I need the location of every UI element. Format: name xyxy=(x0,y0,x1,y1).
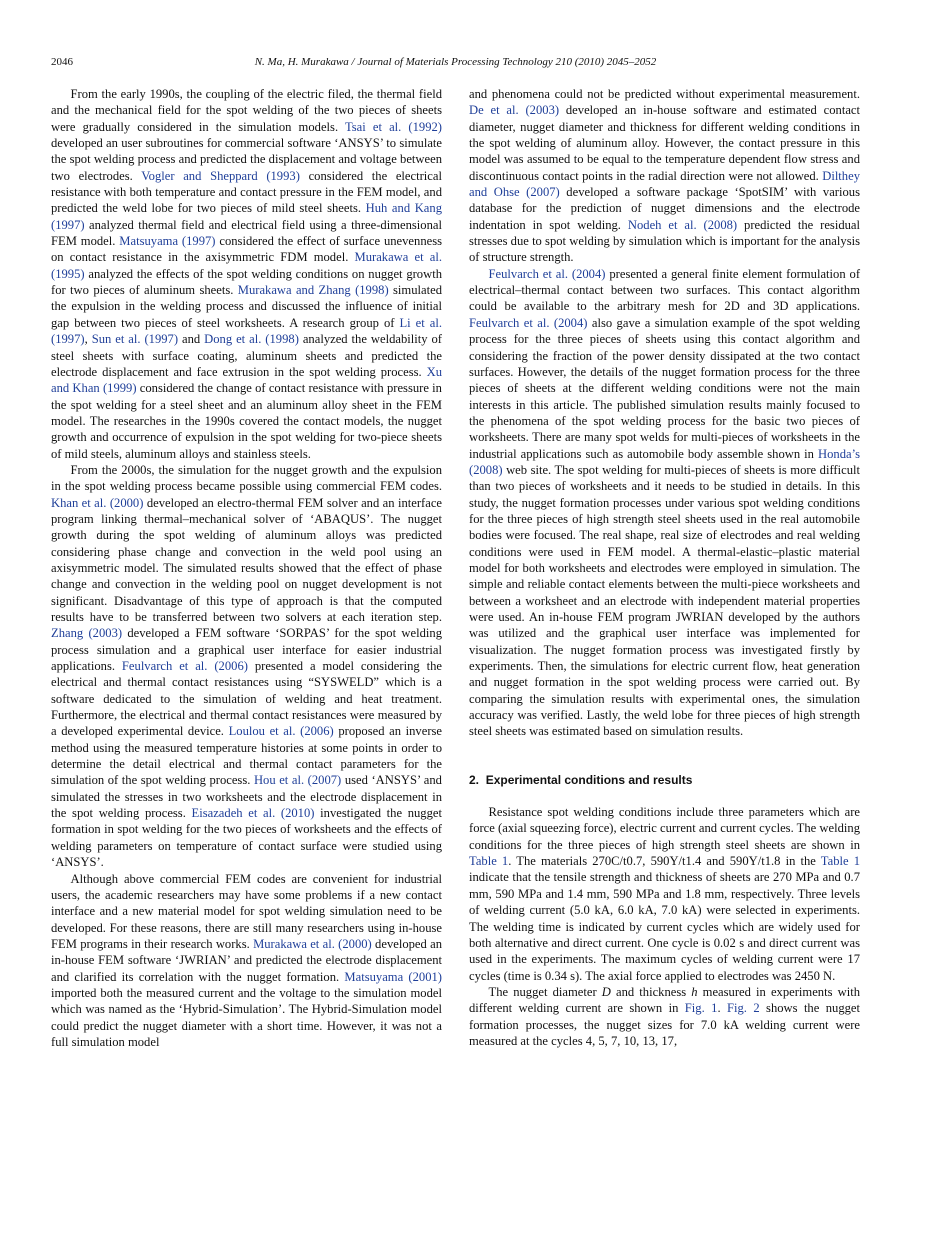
paragraph: Feulvarch et al. (2004) presented a general finite element formulation of electrical–thermal contact between two surfaces. This contact algorithm could be available to the arbitrary mesh for 2D and 3D applications. Feulvarch et al. (2004) also gave a simulation example of the spot welding process for the three pieces of sheets using this contact algorithm and considering the fraction of the power density dissipated at the two contact surfaces. However, the details of the nugget formation process for the three pieces of sheets at the different welding conditions were not the main interests in this article. The published simulation results mainly focused to the phenomena of the spot welding process for the basic two pieces of worksheets. There are many spot welds for multi-pieces of worksheets in the industrial applications such as automobile body assemble shown in Honda’s (2008) web site. The spot welding for multi-pieces of sheets is more difficult than two pieces of worksheets and it needs to be studied in details. In this study, the nugget formation processes under various spot welding conditions for the three pieces of high strength steel sheets used in the real automobile bodies were focused. The real shape, real size of electrodes and real welding conditions were used in FEM model. A thermal-elastic–plastic material model for both worksheets and electrodes were employed in simulation. The simple and reliable contact elements between the multi-piece worksheets and between a worksheet and an electrode with independent material properties were used. An in-house FEM program JWRIAN developed by the authors was utilized and the graphical user interface was implemented for visualization. The nugget formation process was investigated firstly by experiments. Then, the simulations for electric current flow, heat generation and nugget formation in the spot welding process were carried out. By comparing the simulation results with experimental ones, the simulation accuracy was verified. Lastly, the weld lobe for three pieces of high strength steel sheets was estimated based on simulation results. xyxy=(469,266,861,739)
citation-link[interactable]: Dong et al. (1998) xyxy=(204,332,299,347)
citation-link[interactable]: Feulvarch et al. (2004) xyxy=(488,266,606,281)
citation-link[interactable]: Honda’s (2008) xyxy=(469,446,860,477)
citation-link[interactable]: Loulou et al. (2006) xyxy=(228,724,334,739)
table-link[interactable]: Table 1 xyxy=(820,854,861,869)
citation-link[interactable]: Hou et al. (2007) xyxy=(253,773,342,788)
citation-link[interactable]: Tsai et al. (1992) xyxy=(344,119,442,134)
citation-link[interactable]: Murakawa et al. (1995) xyxy=(51,250,442,281)
paragraph: Although above commercial FEM codes are convenient for industrial users, the academic researchers may have some problems if a new contact interface and a new material model for spot welding simulation need to be developed. For these reasons, there are still many researchers using in-house FEM programs in their research works. Murakawa et al. (2000) developed an in-house FEM software ‘JWRIAN’ and predicted the electrode displacement and clarified its correlation with the nugget formation. Matsuyama (2001) imported both the measured current and the voltage to the simulation model which was named as the ‘Hybrid-Simulation’. The Hybrid-Simulation model could predict the nugget diameter with a short time. However, it was not a full simulation model xyxy=(51,871,443,1049)
citation-link[interactable]: Dilthey and Ohse (2007) xyxy=(469,168,860,200)
paragraph: Resistance spot welding conditions include three parameters which are force (axial squeezing force), electric current and current cycles. The welding conditions for the three pieces of high strength steel sheets are shown in Table 1. The materials 270C/t0.7, 590Y/t1.4 and 590Y/t1.8 in the Table 1 indicate that the tensile strength and thickness of sheets are 270 MPa and 0.7 mm, 590 MPa and 1.4 mm, 590 MPa and 1.8 mm, respectively. Three levels of welding current (5.0 kA, 6.0 kA, 7.0 kA) were selected in experiments. The welding time is indicated by current cycles which are widely used for both alternative and direct current. One cycle is 0.02 s and direct current was used in the experiments. The maximum cycles of welding current were 17 cycles (time is 0.34 s). The axial force applied to electrodes was 2450 N. xyxy=(469,805,861,983)
table-link[interactable]: Table 1 xyxy=(469,854,509,869)
paragraph: and phenomena could not be predicted without experimental measurement. De et al. (2003) developed an in-house software and estimated contact diameter, nugget diameter and thickness for different welding conditions in the spot welding of aluminum alloy. However, the contact pressure in this model was assumed to be equal to the temperature dependent flow stress and discontinuous contact points in the radial direction were not allowed. Dilthey and Ohse (2007) developed a software package ‘SpotSIM’ with various database for the prediction of nugget dimensions and the electrode indentation in spot welding. Nodeh et al. (2008) predicted the residual stresses due to spot welding by simulation which is important for the analysis of structure strength. xyxy=(469,87,860,265)
citation-link[interactable]: Huh and Kang (1997) xyxy=(51,201,442,232)
section-number: 2. xyxy=(469,772,480,787)
figure-link[interactable]: Fig. 1 xyxy=(684,1001,718,1016)
symbol-h: h xyxy=(691,984,698,999)
right-column xyxy=(469,86,860,1049)
citation-link[interactable]: Nodeh et al. (2008) xyxy=(627,217,738,232)
page-number: 2046 xyxy=(51,56,73,68)
citation-link[interactable]: Vogler and Sheppard (1993) xyxy=(141,168,300,183)
citation-link[interactable]: Feulvarch et al. (2004) xyxy=(469,315,588,330)
citation-link[interactable]: Li et al. (1997) xyxy=(51,315,442,347)
figure-link[interactable]: Fig. 2 xyxy=(727,1001,760,1016)
citation-link[interactable]: Murakawa and Zhang (1998) xyxy=(237,283,389,298)
section-title: Experimental conditions and results xyxy=(485,772,693,787)
citation-link[interactable]: Zhang (2003) xyxy=(51,626,123,641)
citation-link[interactable]: Eisazadeh et al. (2010) xyxy=(191,806,315,821)
citation-link[interactable]: Matsuyama (2001) xyxy=(344,969,442,984)
paragraph: From the early 1990s, the coupling of the electric filed, the thermal field and the mechanical field for the spot welding of the two pieces of sheets were gradually considered in the simulation models. Tsai et al. (1992) developed an user subroutines for commercial software ‘ANSYS’ to simulate the spot welding process and predicted the displacement and voltage between two electrodes. Vogler and Sheppard (1993) considered the electrical resistance with both temperature and contact pressure in the FEM model, and predicted the weld lobe for two pieces of mild steel sheets. Huh and Kang (1997) analyzed thermal field and electrical field using a three-dimensional FEM model. Matsuyama (1997) considered the effect of surface unevenness on contact resistance in the axisymmetric FDM model. Murakawa et al. (1995) analyzed the effects of the spot welding conditions on nugget growth for two pieces of aluminum sheets. Murakawa and Zhang (1998) simulated the expulsion in the welding process and discussed the influence of initial gap between two pieces of steel worksheets. A research group of Li et al. (1997), Sun et al. (1997) and Dong et al. (1998) analyzed the weldability of steel sheets with surface coating, aluminum sheets and predicted the electrode displacement and face extrusion in the spot welding process. Xu and Khan (1999) considered the change of contact resistance with pressure in the spot welding for a steel sheet and an aluminum alloy sheet in the FEM model. The researches in the 1990s covered the contact models, the nugget growth and occurrence of expulsion in the spot welding for two-piece sheets of mild steels, aluminum alloys and stainless steels. xyxy=(51,87,443,461)
citation-link[interactable]: De et al. (2003) xyxy=(469,103,560,118)
running-head: N. Ma, H. Murakawa / Journal of Materials Processing Technology 210 (2010) 2045–2052 xyxy=(254,56,657,68)
paragraph: From the 2000s, the simulation for the nugget growth and the expulsion in the spot welding process became possible using commercial FEM codes. Khan et al. (2000) developed an electro-thermal FEM solver and an interface program linking thermal–mechanical solver of ‘ABAQUS’. The nugget growth during the spot welding of aluminum alloys was predicted considering phase change and convection in the weld pool using an axisymmetric model. The simulated results showed that the effect of phase change and convection in the welding pool on nugget development is not significant. Disadvantage of this type of approach is that the computed results have to be transferred between two solvers at each iteration step. Zhang (2003) developed a FEM software ‘SORPAS’ for the spot welding process simulation and a graphical user interface for easier industrial applications. Feulvarch et al. (2006) presented a model considering the electrical and thermal contact resistances using “SYSWELD” which is a software dedicated to the simulation of welding and heat treatment. Furthermore, the electrical and thermal contact resistances were measured by a developed experimental device. Loulou et al. (2006) proposed an inverse method using the measured temperature histories at some points in order to determine the detail electrical and thermal contact parameters for the simulation of the spot welding process. Hou et al. (2007) used ‘ANSYS’ and simulated the stresses in two worksheets and the electrode displacement in the spot welding process. Eisazadeh et al. (2010) investigated the nugget formation in spot welding for the two pieces of worksheets and the effects of welding parameters on temperature of contact surface were studied using ‘ANSYS’. xyxy=(51,462,442,870)
citation-link[interactable]: Matsuyama (1997) xyxy=(119,234,216,249)
citation-link[interactable]: Khan et al. (2000) xyxy=(51,495,144,510)
citation-link[interactable]: Sun et al. (1997) xyxy=(91,332,179,347)
symbol-D: D xyxy=(601,984,611,999)
citation-link[interactable]: Murakawa et al. (2000) xyxy=(253,936,372,951)
left-column xyxy=(51,86,442,1050)
page-header xyxy=(51,54,860,70)
section-heading xyxy=(469,772,860,788)
citation-link[interactable]: Feulvarch et al. (2006) xyxy=(121,659,248,674)
citation-link[interactable]: Xu and Khan (1999) xyxy=(51,364,442,396)
paragraph: The nugget diameter D and thickness h measured in experiments with different welding current are shown in Fig. 1. Fig. 2 shows the nugget formation processes, the nugget sizes for 7.0 kA welding current were measured at the cycles 4, 5, 7, 10, 13, 17, xyxy=(469,984,860,1048)
